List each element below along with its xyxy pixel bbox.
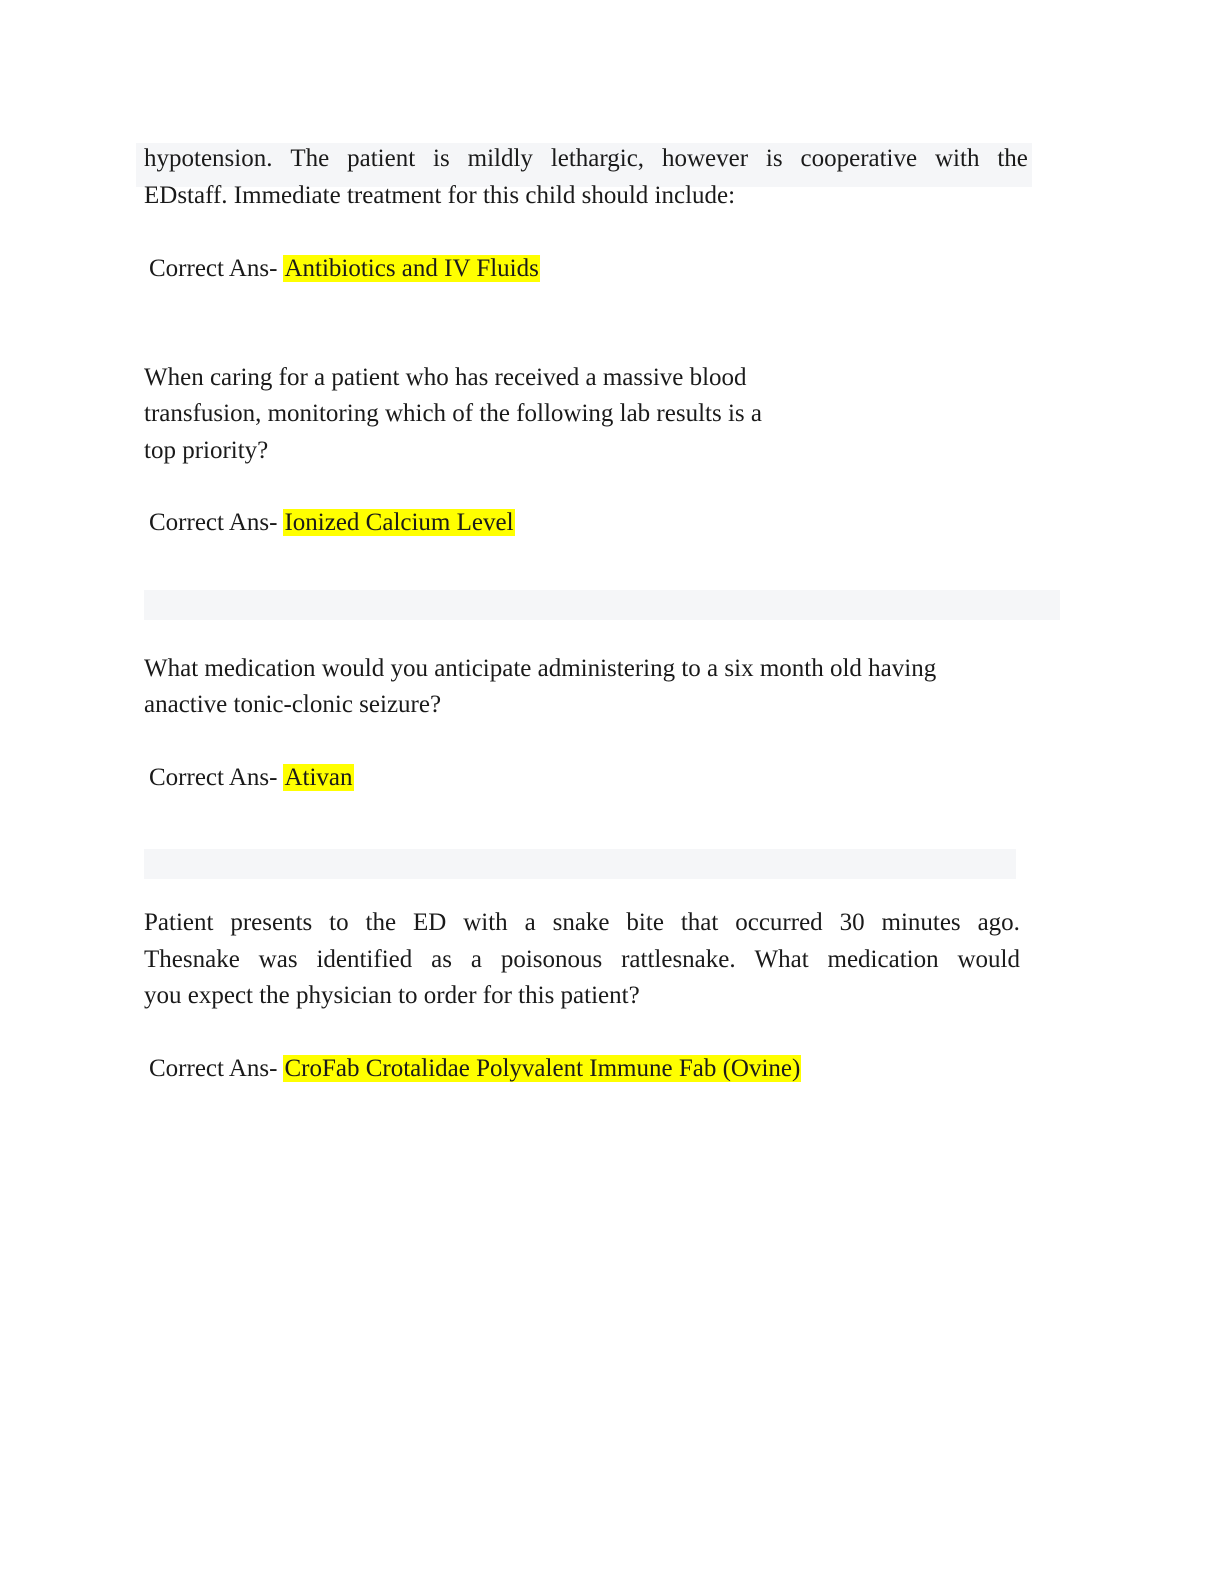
word: a bbox=[524, 909, 536, 936]
q4-answer bbox=[149, 1054, 801, 1084]
word: with bbox=[935, 145, 980, 172]
word: cooperative bbox=[800, 145, 918, 172]
word: that bbox=[680, 909, 719, 936]
q1-line-2: EDstaff. Immediate treatment for this child should include: bbox=[144, 182, 736, 209]
word: would bbox=[957, 946, 1020, 973]
answer-highlight: CroFab Crotalidae Polyvalent Immune Fab (Ovine) bbox=[284, 1055, 801, 1082]
q2-line-3: top priority? bbox=[144, 437, 269, 464]
shaded-band bbox=[144, 849, 1016, 879]
word: is bbox=[433, 145, 450, 172]
word: Patient bbox=[144, 909, 214, 936]
word: to bbox=[329, 909, 349, 936]
word: the bbox=[365, 909, 397, 936]
word: occurred bbox=[735, 909, 823, 936]
word: patient bbox=[347, 145, 416, 172]
q3-line-2: anactive tonic-clonic seizure? bbox=[144, 691, 442, 718]
answer-highlight: Ativan bbox=[284, 764, 353, 791]
shaded-band bbox=[144, 590, 1060, 620]
word: minutes bbox=[881, 909, 961, 936]
word: the bbox=[997, 145, 1028, 172]
word: snake bbox=[552, 909, 610, 936]
word: Thesnake bbox=[144, 946, 240, 973]
word: was bbox=[258, 946, 298, 973]
word: presents bbox=[230, 909, 313, 936]
word: 30 bbox=[839, 909, 865, 936]
word: What bbox=[754, 946, 809, 973]
word: The bbox=[290, 145, 330, 172]
q4-line-2 bbox=[144, 945, 1020, 975]
q4-line-3: you expect the physician to order for this patient? bbox=[144, 982, 640, 1009]
q2-line-1: When caring for a patient who has received a massive blood bbox=[144, 364, 747, 391]
word: medication bbox=[827, 946, 939, 973]
word: is bbox=[765, 145, 783, 172]
q1-answer bbox=[149, 254, 540, 284]
answer-label: Correct Ans- bbox=[149, 1055, 278, 1082]
word: rattlesnake. bbox=[621, 946, 736, 973]
word: bite bbox=[626, 909, 664, 936]
word: identified bbox=[316, 946, 413, 973]
answer-highlight: Antibiotics and IV Fluids bbox=[284, 255, 539, 282]
word: with bbox=[463, 909, 508, 936]
word: as bbox=[431, 946, 452, 973]
word: a bbox=[470, 946, 482, 973]
word: lethargic, bbox=[550, 145, 645, 172]
q4-line-1 bbox=[144, 908, 1020, 938]
answer-highlight: Ionized Calcium Level bbox=[284, 509, 514, 536]
word: however bbox=[661, 145, 749, 172]
q1-line-1 bbox=[144, 144, 1028, 174]
answer-label: Correct Ans- bbox=[149, 509, 278, 536]
word: ago. bbox=[977, 909, 1020, 936]
word: ED bbox=[412, 909, 447, 936]
q3-line-1: What medication would you anticipate administering to a six month old having bbox=[144, 655, 937, 682]
q2-answer bbox=[149, 508, 515, 538]
word: mildly bbox=[467, 145, 533, 172]
word: poisonous bbox=[500, 946, 603, 973]
q3-answer bbox=[149, 763, 354, 793]
q2-line-2: transfusion, monitoring which of the following lab results is a bbox=[144, 400, 762, 427]
answer-label: Correct Ans- bbox=[149, 255, 278, 282]
answer-label: Correct Ans- bbox=[149, 764, 278, 791]
word: hypotension. bbox=[144, 145, 273, 172]
